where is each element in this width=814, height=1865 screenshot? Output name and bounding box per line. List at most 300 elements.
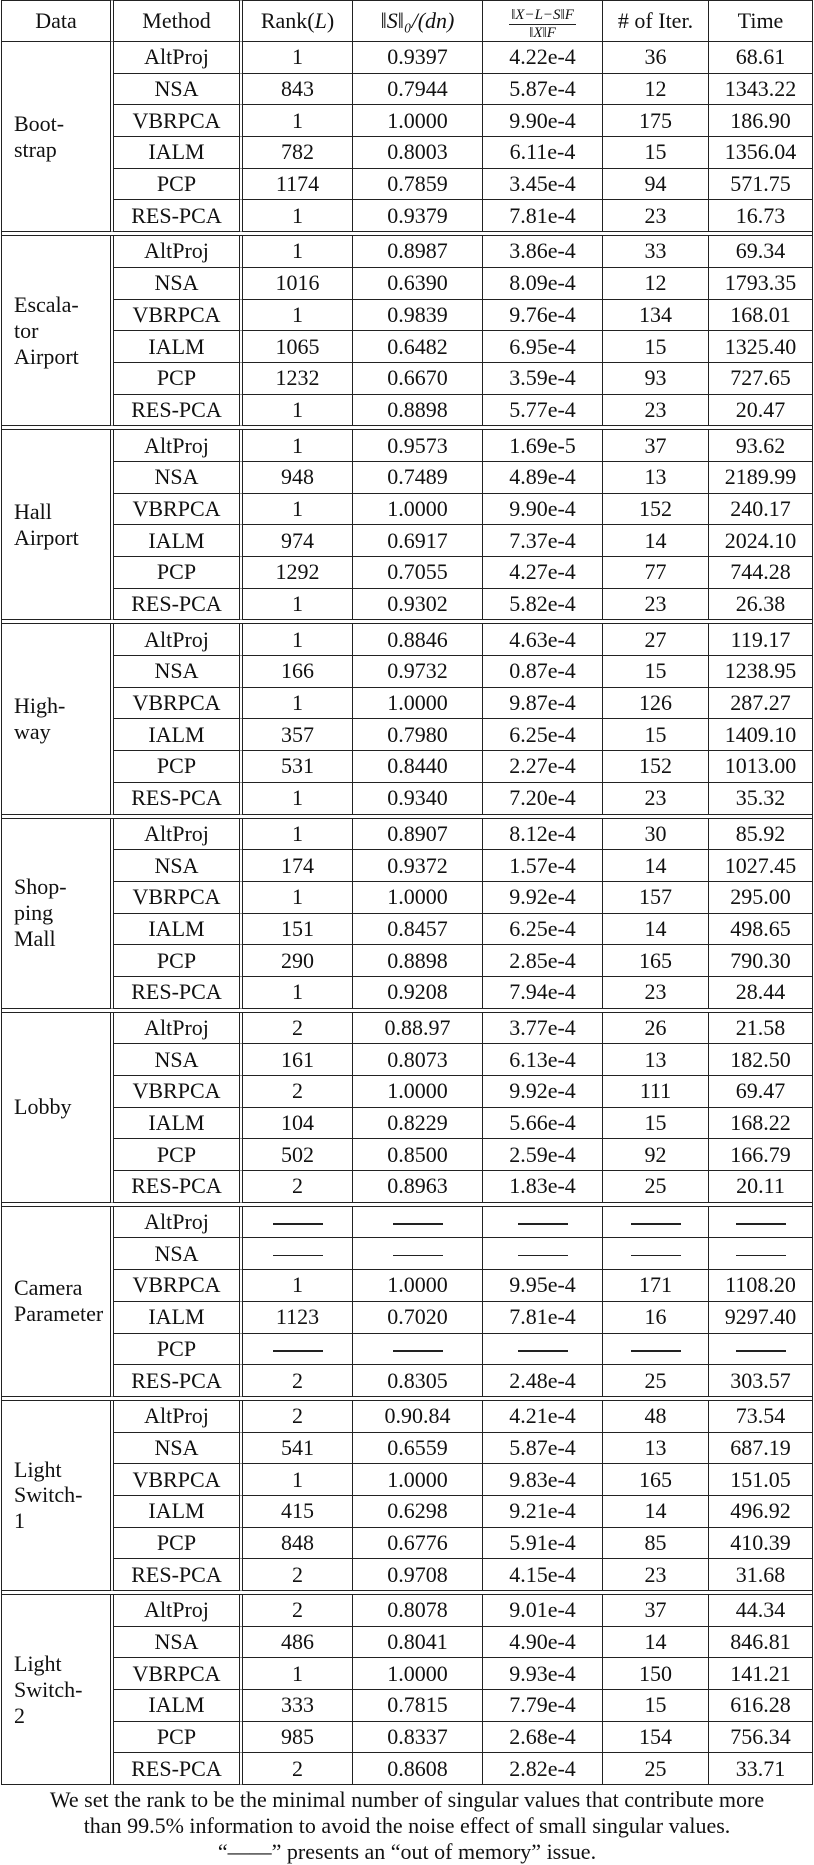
iter-cell: 111 [603, 1076, 709, 1108]
time-cell: 73.54 [709, 1401, 813, 1433]
table-row [1, 525, 813, 557]
iter-cell: 37 [603, 430, 709, 462]
rank-cell: 486 [243, 1627, 353, 1659]
rank-cell: 166 [243, 656, 353, 688]
time-cell [709, 1207, 813, 1239]
rank-cell: 1 [243, 494, 353, 526]
out-of-memory-dash [393, 1255, 443, 1257]
iter-cell: 15 [603, 1690, 709, 1722]
error-cell: 5.91e-4 [483, 1528, 603, 1560]
time-cell: 498.65 [709, 914, 813, 946]
rank-var: L [314, 8, 327, 33]
method-cell: RES-PCA [114, 977, 243, 1009]
caption-line-2: than 99.5% information to avoid the noise effect of small singular values. [83, 1813, 731, 1839]
error-cell: 9.87e-4 [483, 688, 603, 720]
time-cell: 1793.35 [709, 268, 813, 300]
header-method: Method [114, 0, 243, 42]
iter-cell: 16 [603, 1302, 709, 1334]
dataset-name-line: Shop- [14, 874, 67, 900]
table-row [1, 945, 813, 977]
dataset-name-line: High- [14, 692, 66, 718]
rank-cell: 1016 [243, 268, 353, 300]
error-cell: 1.69e-5 [483, 430, 603, 462]
sparsity-cell: 0.7020 [353, 1302, 483, 1334]
method-cell: VBRPCA [114, 1076, 243, 1108]
results-table-container [1, 0, 813, 1865]
method-cell: IALM [114, 719, 243, 751]
table-row [1, 882, 813, 914]
table-row [1, 819, 813, 851]
dataset-group [1, 624, 813, 814]
error-cell: 4.21e-4 [483, 1401, 603, 1433]
method-cell: VBRPCA [114, 1464, 243, 1496]
iter-cell: 175 [603, 105, 709, 137]
dataset-name-line: Light [14, 1456, 62, 1482]
method-cell: VBRPCA [114, 1270, 243, 1302]
time-cell: 21.58 [709, 1013, 813, 1045]
out-of-memory-dash [631, 1350, 681, 1352]
table-row [1, 105, 813, 137]
time-cell: 1325.40 [709, 331, 813, 363]
rank-cell: 104 [243, 1108, 353, 1140]
sparsity-cell: 0.8440 [353, 751, 483, 783]
dataset-group [1, 430, 813, 620]
sparsity-cell: 0.8073 [353, 1044, 483, 1076]
time-cell: 151.05 [709, 1464, 813, 1496]
error-cell: 3.59e-4 [483, 363, 603, 395]
method-cell: NSA [114, 1044, 243, 1076]
rank-cell: 161 [243, 1044, 353, 1076]
sparsity-cell: 1.0000 [353, 1658, 483, 1690]
dataset-name-line: strap [14, 136, 57, 162]
dataset-name-line: 1 [14, 1508, 25, 1534]
time-cell: 744.28 [709, 557, 813, 589]
iter-cell: 171 [603, 1270, 709, 1302]
time-cell: 571.75 [709, 169, 813, 201]
method-cell: PCP [114, 557, 243, 589]
table-row [1, 751, 813, 783]
rank-cell: 782 [243, 137, 353, 169]
iter-cell: 85 [603, 1528, 709, 1560]
rank-cell: 151 [243, 914, 353, 946]
error-cell: 7.37e-4 [483, 525, 603, 557]
sparsity-cell: 0.7859 [353, 169, 483, 201]
table-row [1, 1171, 813, 1203]
dataset-name [1, 819, 114, 1009]
rank-cell: 1 [243, 1464, 353, 1496]
method-cell: PCP [114, 1334, 243, 1366]
dataset-name [1, 42, 114, 232]
table-row [1, 719, 813, 751]
dataset-name-line: ping [14, 900, 54, 926]
out-of-memory-dash [518, 1255, 568, 1257]
rank-cell: 502 [243, 1139, 353, 1171]
rank-cell: 2 [243, 1559, 353, 1591]
table-row [1, 688, 813, 720]
time-cell: 295.00 [709, 882, 813, 914]
time-cell: 1356.04 [709, 137, 813, 169]
dataset-name [1, 430, 114, 620]
time-cell: 166.79 [709, 1139, 813, 1171]
rank-cell: 2 [243, 1076, 353, 1108]
dataset-group [1, 1013, 813, 1203]
sparsity-cell: 0.9340 [353, 783, 483, 815]
method-cell: NSA [114, 1433, 243, 1465]
time-cell: 1343.22 [709, 74, 813, 106]
method-cell: IALM [114, 525, 243, 557]
rank-cell: 333 [243, 1690, 353, 1722]
error-cell: 9.93e-4 [483, 1658, 603, 1690]
error-cell: 3.77e-4 [483, 1013, 603, 1045]
sparsity-cell: 0.8041 [353, 1627, 483, 1659]
iter-cell: 15 [603, 656, 709, 688]
header-sparsity [353, 0, 483, 42]
time-cell: 410.39 [709, 1528, 813, 1560]
iter-cell: 14 [603, 1496, 709, 1528]
iter-cell: 14 [603, 850, 709, 882]
error-cell: 9.90e-4 [483, 105, 603, 137]
sparsity-cell: 0.6776 [353, 1528, 483, 1560]
out-of-memory-dash [736, 1255, 786, 1257]
rank-cell: 1 [243, 300, 353, 332]
time-cell: 2024.10 [709, 525, 813, 557]
method-cell: NSA [114, 1627, 243, 1659]
sparsity-formula: ‖S‖₀/(dn) [380, 8, 455, 33]
table-row [1, 1302, 813, 1334]
time-cell: 69.47 [709, 1076, 813, 1108]
iter-cell: 23 [603, 1559, 709, 1591]
iter-cell: 77 [603, 557, 709, 589]
rank-cell: 174 [243, 850, 353, 882]
sparsity-cell: 0.8003 [353, 137, 483, 169]
rank-cell: 1 [243, 395, 353, 427]
error-cell: 5.66e-4 [483, 1108, 603, 1140]
method-cell: NSA [114, 1238, 243, 1270]
method-cell: PCP [114, 751, 243, 783]
table-row [1, 236, 813, 268]
table-row [1, 1108, 813, 1140]
sparsity-cell: 0.6917 [353, 525, 483, 557]
time-cell: 687.19 [709, 1433, 813, 1465]
method-cell: NSA [114, 462, 243, 494]
iter-cell [603, 1334, 709, 1366]
error-cell: 0.87e-4 [483, 656, 603, 688]
error-cell: 2.85e-4 [483, 945, 603, 977]
table-row [1, 1528, 813, 1560]
rank-cell: 1 [243, 882, 353, 914]
method-cell: NSA [114, 850, 243, 882]
header-row [1, 0, 813, 42]
error-cell: 4.90e-4 [483, 1627, 603, 1659]
method-cell: IALM [114, 331, 243, 363]
table-row [1, 363, 813, 395]
rank-cell: 1232 [243, 363, 353, 395]
dataset-group [1, 42, 813, 232]
sparsity-cell: 0.8078 [353, 1595, 483, 1627]
table-row [1, 462, 813, 494]
iter-cell: 92 [603, 1139, 709, 1171]
sparsity-cell: 0.9302 [353, 589, 483, 621]
out-of-memory-dash [273, 1350, 323, 1352]
table-row [1, 137, 813, 169]
rank-cell: 974 [243, 525, 353, 557]
rank-label: Rank( [260, 8, 315, 33]
method-cell: AltProj [114, 1013, 243, 1045]
dataset-name-line: tor [14, 317, 39, 343]
table-row [1, 300, 813, 332]
time-cell: 186.90 [709, 105, 813, 137]
time-cell: 93.62 [709, 430, 813, 462]
error-cell: 6.13e-4 [483, 1044, 603, 1076]
table-row [1, 1595, 813, 1627]
time-cell [709, 1238, 813, 1270]
rank-cell: 290 [243, 945, 353, 977]
rank-cell: 2 [243, 1171, 353, 1203]
sparsity-cell [353, 1207, 483, 1239]
iter-cell: 23 [603, 200, 709, 232]
table-row [1, 1401, 813, 1433]
caption-line-3: “——” presents an “out of memory” issue. [217, 1839, 597, 1865]
iter-cell: 25 [603, 1171, 709, 1203]
error-denominator: ‖X‖F [529, 25, 556, 41]
method-cell: RES-PCA [114, 1171, 243, 1203]
rank-cell: 2 [243, 1365, 353, 1397]
error-cell: 1.83e-4 [483, 1171, 603, 1203]
iter-cell: 13 [603, 462, 709, 494]
dataset-name-line: 2 [14, 1702, 25, 1728]
table-row [1, 557, 813, 589]
out-of-memory-dash [518, 1350, 568, 1352]
dataset-name-line: Escala- [14, 291, 79, 317]
table-row [1, 1270, 813, 1302]
iter-cell: 12 [603, 74, 709, 106]
error-cell: 1.57e-4 [483, 850, 603, 882]
iter-cell: 13 [603, 1433, 709, 1465]
rank-cell: 357 [243, 719, 353, 751]
error-cell: 7.94e-4 [483, 977, 603, 1009]
table-row [1, 1207, 813, 1239]
sparsity-cell: 0.8907 [353, 819, 483, 851]
error-cell: 9.83e-4 [483, 1464, 603, 1496]
error-cell: 7.81e-4 [483, 200, 603, 232]
error-cell: 2.27e-4 [483, 751, 603, 783]
method-cell: AltProj [114, 42, 243, 74]
out-of-memory-dash [393, 1223, 443, 1225]
rank-cell: 1 [243, 783, 353, 815]
iter-cell: 23 [603, 395, 709, 427]
method-cell: NSA [114, 74, 243, 106]
error-formula [509, 8, 576, 41]
iter-cell: 36 [603, 42, 709, 74]
table-row [1, 1722, 813, 1754]
method-cell: IALM [114, 137, 243, 169]
time-cell: 69.34 [709, 236, 813, 268]
dataset-group [1, 1595, 813, 1785]
iter-cell: 126 [603, 688, 709, 720]
method-cell: IALM [114, 1302, 243, 1334]
sparsity-cell: 0.6390 [353, 268, 483, 300]
error-numerator: ‖X−L−S‖F [511, 7, 574, 23]
rank-cell: 1 [243, 430, 353, 462]
dataset-name [1, 1401, 114, 1591]
sparsity-cell: 0.9397 [353, 42, 483, 74]
table-row [1, 1334, 813, 1366]
time-cell: 287.27 [709, 688, 813, 720]
time-cell: 28.44 [709, 977, 813, 1009]
error-cell: 2.68e-4 [483, 1722, 603, 1754]
out-of-memory-dash [736, 1223, 786, 1225]
method-cell: NSA [114, 656, 243, 688]
method-cell: RES-PCA [114, 395, 243, 427]
sparsity-cell: 0.9208 [353, 977, 483, 1009]
rank-cell: 415 [243, 1496, 353, 1528]
error-cell [483, 1238, 603, 1270]
time-cell: 616.28 [709, 1690, 813, 1722]
table-row [1, 1627, 813, 1659]
iter-cell: 33 [603, 236, 709, 268]
iter-cell: 37 [603, 1595, 709, 1627]
iter-cell [603, 1207, 709, 1239]
iter-cell: 12 [603, 268, 709, 300]
method-cell: VBRPCA [114, 494, 243, 526]
time-cell: 1013.00 [709, 751, 813, 783]
rank-cell: 1 [243, 589, 353, 621]
method-cell: AltProj [114, 819, 243, 851]
table-row [1, 850, 813, 882]
time-cell: 16.73 [709, 200, 813, 232]
iter-cell: 13 [603, 1044, 709, 1076]
sparsity-cell: 1.0000 [353, 1076, 483, 1108]
table-row [1, 494, 813, 526]
iter-cell: 23 [603, 977, 709, 1009]
sparsity-cell: 0.8846 [353, 624, 483, 656]
method-cell: AltProj [114, 1595, 243, 1627]
time-cell: 119.17 [709, 624, 813, 656]
out-of-memory-dash [273, 1223, 323, 1225]
sparsity-cell: 0.7489 [353, 462, 483, 494]
method-cell: RES-PCA [114, 783, 243, 815]
dataset-name [1, 1595, 114, 1785]
time-cell: 1027.45 [709, 850, 813, 882]
iter-cell: 157 [603, 882, 709, 914]
dataset-name-line: Light [14, 1650, 62, 1676]
rank-cell: 531 [243, 751, 353, 783]
time-cell: 1238.95 [709, 656, 813, 688]
method-cell: AltProj [114, 624, 243, 656]
rank-close: ) [326, 8, 335, 33]
dataset-name-line: Boot- [14, 110, 65, 136]
error-cell: 5.82e-4 [483, 589, 603, 621]
rank-cell [243, 1238, 353, 1270]
iter-cell: 26 [603, 1013, 709, 1045]
dataset-name-line: Switch- [14, 1676, 83, 1702]
table-row [1, 42, 813, 74]
time-cell: 846.81 [709, 1627, 813, 1659]
iter-cell: 152 [603, 494, 709, 526]
error-cell: 9.92e-4 [483, 882, 603, 914]
rank-cell [243, 1207, 353, 1239]
method-cell: RES-PCA [114, 1559, 243, 1591]
sparsity-cell: 0.9573 [353, 430, 483, 462]
sparsity-cell: 1.0000 [353, 105, 483, 137]
dataset-name-line: Hall [14, 498, 52, 524]
sparsity-cell [353, 1334, 483, 1366]
method-cell: VBRPCA [114, 882, 243, 914]
iter-cell: 134 [603, 300, 709, 332]
rank-cell: 985 [243, 1722, 353, 1754]
time-cell: 790.30 [709, 945, 813, 977]
header-rank [243, 0, 353, 42]
error-cell: 5.87e-4 [483, 74, 603, 106]
sparsity-cell: 0.7944 [353, 74, 483, 106]
rank-cell: 1 [243, 105, 353, 137]
rank-cell: 1 [243, 977, 353, 1009]
table-row [1, 1496, 813, 1528]
table-row [1, 331, 813, 363]
table-row [1, 1658, 813, 1690]
table-row [1, 914, 813, 946]
sparsity-cell: 0.8898 [353, 945, 483, 977]
sparsity-cell: 1.0000 [353, 688, 483, 720]
method-cell: PCP [114, 169, 243, 201]
rank-cell: 2 [243, 1401, 353, 1433]
sparsity-cell: 1.0000 [353, 882, 483, 914]
out-of-memory-dash [393, 1350, 443, 1352]
out-of-memory-dash [631, 1255, 681, 1257]
error-cell: 9.21e-4 [483, 1496, 603, 1528]
method-cell: AltProj [114, 1207, 243, 1239]
error-cell: 6.95e-4 [483, 331, 603, 363]
time-cell: 31.68 [709, 1559, 813, 1591]
sparsity-cell: 0.6559 [353, 1433, 483, 1465]
error-cell: 9.92e-4 [483, 1076, 603, 1108]
out-of-memory-dash [736, 1350, 786, 1352]
table-row [1, 656, 813, 688]
dataset-name-line: Airport [14, 524, 79, 550]
iter-cell: 165 [603, 1464, 709, 1496]
rank-cell: 2 [243, 1013, 353, 1045]
time-cell: 168.22 [709, 1108, 813, 1140]
error-cell: 4.89e-4 [483, 462, 603, 494]
sparsity-cell: 0.8457 [353, 914, 483, 946]
rank-cell: 2 [243, 1753, 353, 1785]
table-row [1, 1433, 813, 1465]
error-cell: 5.87e-4 [483, 1433, 603, 1465]
rank-cell: 843 [243, 74, 353, 106]
time-cell: 303.57 [709, 1365, 813, 1397]
time-cell: 33.71 [709, 1753, 813, 1785]
iter-cell: 27 [603, 624, 709, 656]
method-cell: PCP [114, 945, 243, 977]
time-cell: 1409.10 [709, 719, 813, 751]
method-cell: IALM [114, 1108, 243, 1140]
error-cell: 9.95e-4 [483, 1270, 603, 1302]
iter-cell: 15 [603, 719, 709, 751]
dataset-name-line: Camera [14, 1275, 83, 1301]
rank-cell: 948 [243, 462, 353, 494]
header-time: Time [709, 0, 813, 42]
method-cell: PCP [114, 1139, 243, 1171]
time-cell: 35.32 [709, 783, 813, 815]
error-cell [483, 1334, 603, 1366]
rank-cell: 1 [243, 200, 353, 232]
iter-cell: 48 [603, 1401, 709, 1433]
time-cell: 9297.40 [709, 1302, 813, 1334]
out-of-memory-dash [631, 1223, 681, 1225]
time-cell: 182.50 [709, 1044, 813, 1076]
table-row [1, 1013, 813, 1045]
table-row [1, 1139, 813, 1171]
